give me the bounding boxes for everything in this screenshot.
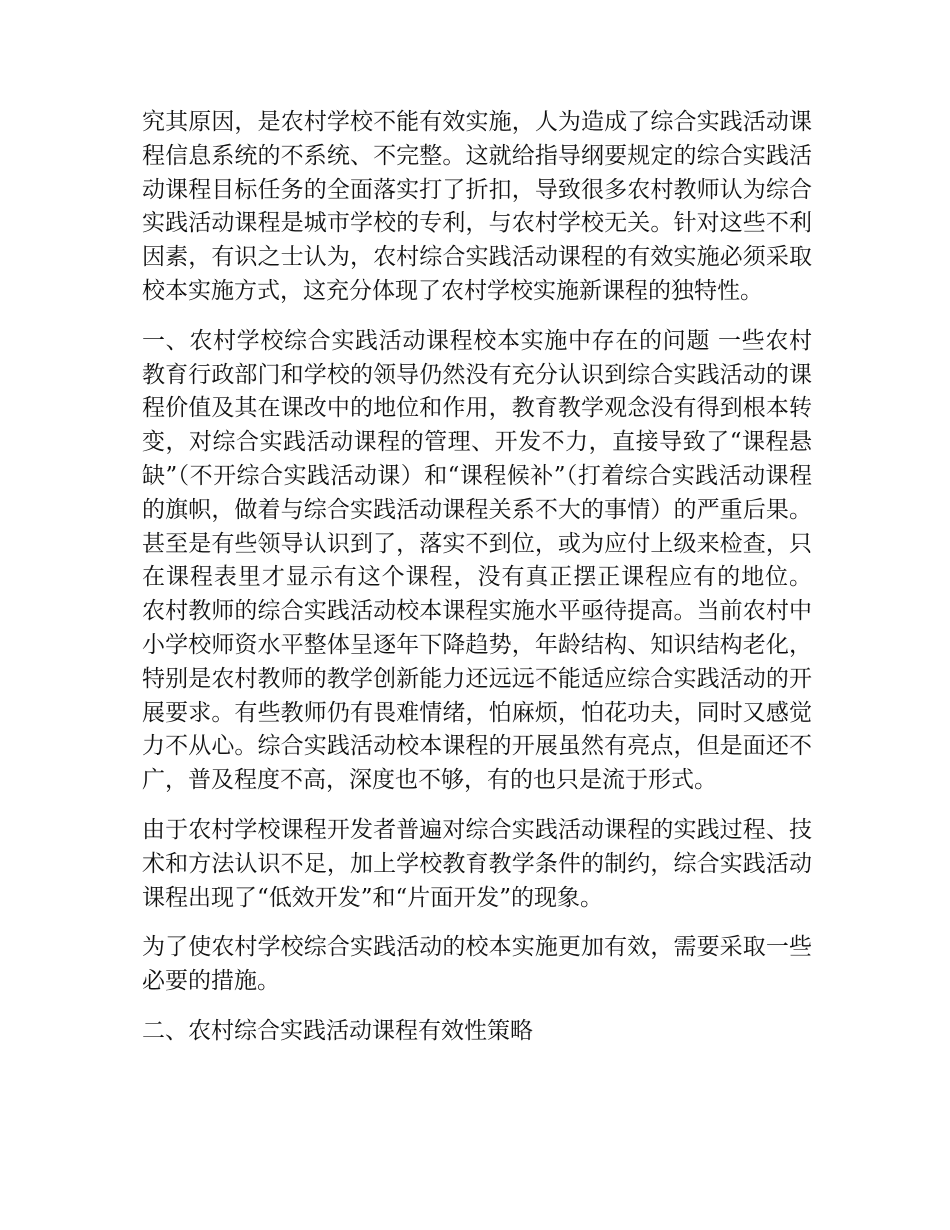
paragraph-problems: 一、农村学校综合实践活动课程校本实施中存在的问题 一些农村教育行政部门和学校的领导仍然没有充分认识到综合实践活动的课程价值及其在课改中的地位和作用，教育教学观念没有得到根本转变，对综合实践活动课程的管理、开发不力，直接导致了“课程悬缺”（不开综合实践活动课）和“课程候补”（打着综合实践活动课程的旗帜，做着与综合实践活动课程关系不大的事情）的严重后果。甚至是有些领导认识到了，落实不到位，或为应付上级来检查，只在课程表里才显示有这个课程，没有真正摆正课程应有的地位。 农村教师的综合实践活动校本课程实施水平亟待提高。当前农村中小学校师资水平整体呈逐年下降趋势，年龄结构、知识结构老化，特别是农村教师的教学创新能力还远远不能适应综合实践活动的开展要求。有些教师仍有畏难情绪，怕麻烦，怕花功夫，同时又感觉力不从心。综合实践活动校本课程的开展虽然有亮点，但是面还不广，普及程度不高，深度也不够，有的也只是流于形式。 — [142, 327, 812, 794]
paragraph-development: 由于农村学校课程开发者普遍对综合实践活动课程的实践过程、技术和方法认识不足，加上学校教育教学条件的制约，综合实践活动课程出现了“低效开发”和“片面开发”的现象。 — [142, 816, 812, 911]
paragraph-causes: 究其原因，是农村学校不能有效实施，人为造成了综合实践活动课程信息系统的不系统、不完整。这就给指导纲要规定的综合实践活动课程目标任务的全面落实打了折扣，导致很多农村教师认为综合实践活动课程是城市学校的专利，与农村学校无关。针对这些不利因素，有识之士认为，农村综合实践活动课程的有效实施必须采取校本实施方式，这充分体现了农村学校实施新课程的独特性。 — [142, 109, 812, 304]
document-body — [142, 106, 812, 1065]
section-heading-strategies: 二、农村综合实践活动课程有效性策略 — [142, 1017, 533, 1044]
paragraph-measures: 为了使农村学校综合实践活动的校本实施更加有效，需要采取一些必要的措施。 — [142, 934, 812, 995]
